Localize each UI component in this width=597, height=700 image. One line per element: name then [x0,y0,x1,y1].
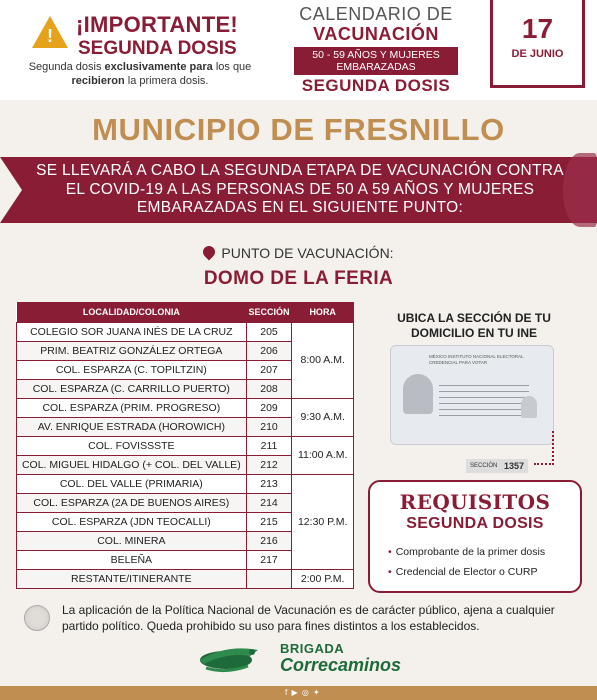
cell-seccion [246,569,292,588]
important-title: ¡IMPORTANTE! [76,12,239,37]
important-description: Segunda dosis exclusivamente para los que recibieron la primera dosis. [28,61,252,87]
requisitos-subtitle: SEGUNDA DOSIS [406,515,544,532]
ine-pointer-line [534,431,554,465]
calendar-group: 50 - 59 AÑOS Y MUJERES EMBARAZADAS [294,47,458,75]
exclamation-icon: ! [47,26,53,46]
brigada-line2: Correcaminos [280,655,402,675]
cell-hora: 12:30 P.M. [292,474,354,569]
social-icons: f ▶ ◎ ✦ [285,688,321,697]
cell-localidad: COL. ESPARZA (2A DE BUENOS AIRES) [17,493,247,512]
cell-localidad: COL. ESPARZA (JDN TEOCALLI) [17,512,247,531]
cell-seccion: 207 [246,360,292,379]
cell-seccion: 209 [246,398,292,417]
cell-seccion: 206 [246,341,292,360]
ine-photo-icon [403,374,433,414]
info-banner [0,157,597,223]
punto-name: DOMO DE LA FERIA [203,268,394,289]
schedule-table [16,302,354,589]
requisitos-box [368,480,582,593]
date-month: DE JUNIO [511,48,564,60]
table-row [17,569,354,588]
cell-seccion: 205 [246,322,292,341]
table-row [17,322,354,341]
banner-notch [0,157,22,223]
municipio-title: MUNICIPIO DE FRESNILLO [92,112,505,147]
punto-label: PUNTO DE VACUNACIÓN: [0,245,597,261]
ine-text-lines [439,380,529,420]
calendar-box [288,4,464,96]
ine-seccion-value: 1357 [503,461,524,471]
ine-card-image [390,345,554,445]
cell-seccion: 211 [246,436,292,455]
cell-seccion: 213 [246,474,292,493]
cell-localidad: COL. FOVISSSTE [17,436,247,455]
cell-hora: 2:00 P.M. [292,569,354,588]
calendar-line2: VACUNACIÓN [313,24,439,44]
cell-localidad: COL. MINERA [17,531,247,550]
date-day: 17 [521,13,554,44]
header-localidad: LOCALIDAD/COLONIA [17,302,247,322]
cell-localidad: BELEÑA [17,550,247,569]
cell-seccion: 217 [246,550,292,569]
calendar-dose: SEGUNDA DOSIS [301,76,451,95]
cell-localidad: COL. ESPARZA (C. TOPILTZIN) [17,360,247,379]
cell-hora: 8:00 A.M. [292,322,354,398]
banner-text: SE LLEVARÁ A CABO LA SEGUNDA ETAPA DE VACUNACIÓN CONTRA EL COVID-19 A LAS PERSONAS DE 50 A 59 AÑOS Y MUJERES EMBARAZADAS EN EL SIGUIENTE PUNTO: [36,162,564,216]
list-item: • Credencial de Elector o CURP [388,562,580,582]
cell-localidad: RESTANTE/ITINERANTE [17,569,247,588]
cell-seccion: 214 [246,493,292,512]
list-item: • Comprobante de la primer dosis [388,542,580,562]
cell-localidad: COL. ESPARZA (C. CARRILLO PUERTO) [17,379,247,398]
cell-seccion: 210 [246,417,292,436]
ine-seccion-callout [466,459,528,473]
legal-notice: La aplicación de la Política Nacional de Vacunación es de carácter público, ajena a cualquier partido político. Queda prohibido su uso para fines distintos a los establecidos. [62,603,555,633]
ine-title: UBICA LA SECCIÓN DE TU DOMICILIO EN TU INE [397,311,551,340]
date-box [490,0,585,88]
requisitos-list [388,542,580,582]
ine-seccion-label: SECCIÓN [470,463,498,469]
brigada-line1: BRIGADA [280,641,345,656]
cell-localidad: COLEGIO SOR JUANA INÉS DE LA CRUZ [17,322,247,341]
national-seal-icon [24,605,50,631]
cell-seccion: 208 [246,379,292,398]
calendar-line1: CALENDARIO DE [299,4,453,24]
location-pin-icon [201,244,218,261]
cell-hora: 9:30 A.M. [292,398,354,436]
header-hora: HORA [292,302,354,322]
cell-seccion: 215 [246,512,292,531]
cell-localidad: COL. ESPARZA (PRIM. PROGRESO) [17,398,247,417]
cell-seccion: 212 [246,455,292,474]
ine-card-header: MÉXICO INSTITUTO NACIONAL ELECTORAL CREDENCIAL PARA VOTAR [429,354,524,365]
table-row [17,398,354,417]
ine-mini-photo-icon [521,396,537,418]
cell-localidad: COL. DEL VALLE (PRIMARIA) [17,474,247,493]
table-row [17,436,354,455]
requisitos-title: REQUISITOS [399,490,551,514]
header-seccion: SECCIÓN [246,302,292,322]
table-header-row [17,302,354,322]
cell-seccion: 216 [246,531,292,550]
important-subtitle: SEGUNDA DOSIS [78,38,237,59]
cell-localidad: PRIM. BEATRIZ GONZÁLEZ ORTEGA [17,341,247,360]
table-row [17,474,354,493]
roadrunner-logo-icon [196,640,266,676]
cell-localidad: COL. MIGUEL HIDALGO (+ COL. DEL VALLE) [17,455,247,474]
cell-hora: 11:00 A.M. [292,436,354,474]
cell-localidad: AV. ENRIQUE ESTRADA (HOROWICH) [17,417,247,436]
header [0,0,597,100]
